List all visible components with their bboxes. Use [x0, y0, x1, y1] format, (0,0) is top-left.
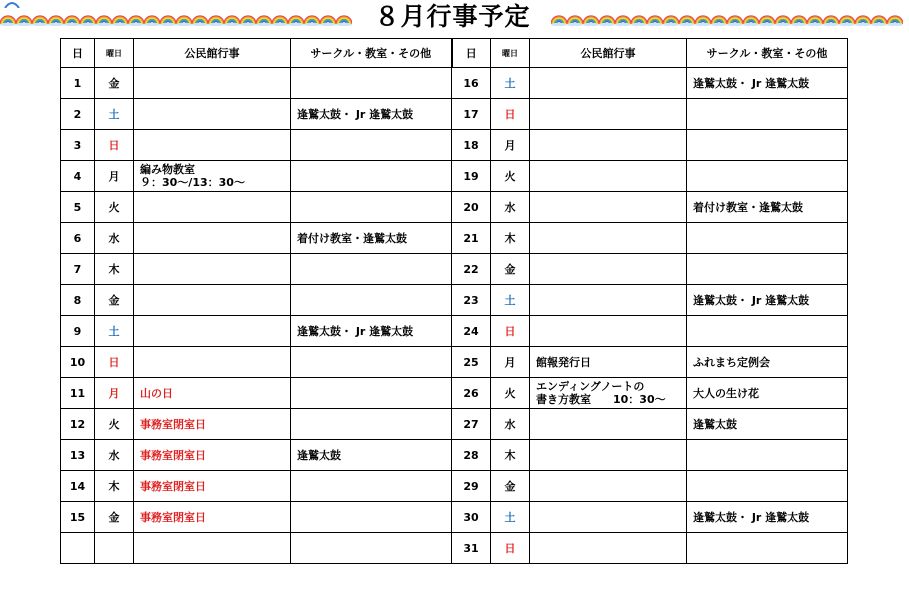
- table-row: [61, 68, 848, 99]
- kominkan-event: [530, 285, 687, 316]
- circle-event: [291, 409, 452, 440]
- day-number: 10: [61, 347, 95, 378]
- header-day: 日: [452, 39, 491, 68]
- rainbow-border-left: [0, 10, 352, 26]
- kominkan-event-line1: エンディングノートの: [536, 380, 645, 393]
- day-number: 20: [452, 192, 491, 223]
- day-number: 13: [61, 440, 95, 471]
- day-number: 16: [452, 68, 491, 99]
- day-number: 2: [61, 99, 95, 130]
- circle-event: [291, 285, 452, 316]
- circle-event: 逢鷲太鼓・ Jr 逢鷲太鼓: [291, 99, 452, 130]
- kominkan-event: [134, 347, 291, 378]
- circle-event: [687, 161, 848, 192]
- day-number: 5: [61, 192, 95, 223]
- kominkan-event: [134, 223, 291, 254]
- kominkan-event: [134, 130, 291, 161]
- circle-event: 大人の生け花: [687, 378, 848, 409]
- kominkan-event: 山の日: [134, 378, 291, 409]
- circle-event: 着付け教室・逢鷲太鼓: [291, 223, 452, 254]
- day-of-week: 火: [491, 161, 530, 192]
- circle-event: 逢鷲太鼓: [687, 409, 848, 440]
- kominkan-event: [530, 68, 687, 99]
- schedule-body: [61, 68, 848, 564]
- table-row: [61, 161, 848, 192]
- kominkan-event: [530, 471, 687, 502]
- table-row: [61, 533, 848, 564]
- page-header: [0, 0, 909, 40]
- day-of-week: 火: [491, 378, 530, 409]
- header-kominkan: 公民館行事: [134, 39, 291, 68]
- circle-event: [291, 192, 452, 223]
- circle-event: [687, 440, 848, 471]
- circle-event: 逢鷲太鼓・ Jr 逢鷲太鼓: [687, 285, 848, 316]
- rainbow-fragment-icon: [4, 0, 20, 8]
- day-of-week: 月: [95, 378, 134, 409]
- circle-event: [291, 254, 452, 285]
- table-row: [61, 99, 848, 130]
- day-of-week: 日: [95, 347, 134, 378]
- circle-event: [687, 316, 848, 347]
- kominkan-event: [530, 316, 687, 347]
- day-of-week: 水: [95, 440, 134, 471]
- kominkan-event: 事務室閉室日: [134, 471, 291, 502]
- day-of-week: 日: [491, 533, 530, 564]
- day-number: 7: [61, 254, 95, 285]
- kominkan-event: 事務室閉室日: [134, 409, 291, 440]
- circle-event: [687, 254, 848, 285]
- day-of-week: [95, 533, 134, 564]
- day-number: 29: [452, 471, 491, 502]
- circle-event: 逢鷲太鼓・ Jr 逢鷲太鼓: [687, 68, 848, 99]
- circle-event: 逢鷲太鼓: [291, 440, 452, 471]
- kominkan-event: [134, 285, 291, 316]
- day-of-week: 日: [491, 99, 530, 130]
- kominkan-event: [134, 316, 291, 347]
- day-number: [61, 533, 95, 564]
- day-number: 17: [452, 99, 491, 130]
- kominkan-event: [530, 161, 687, 192]
- page-title: ８月行事予定: [374, 2, 531, 31]
- kominkan-event: [530, 440, 687, 471]
- day-of-week: 水: [491, 192, 530, 223]
- day-of-week: 水: [95, 223, 134, 254]
- table-row: [61, 192, 848, 223]
- day-number: 31: [452, 533, 491, 564]
- kominkan-event: [530, 223, 687, 254]
- kominkan-event: [530, 99, 687, 130]
- kominkan-event: [530, 502, 687, 533]
- kominkan-event: [530, 409, 687, 440]
- day-of-week: 金: [95, 285, 134, 316]
- circle-event: [291, 533, 452, 564]
- day-of-week: 金: [95, 68, 134, 99]
- day-number: 18: [452, 130, 491, 161]
- table-header-row: [61, 39, 848, 68]
- day-of-week: 日: [95, 130, 134, 161]
- day-number: 23: [452, 285, 491, 316]
- day-of-week: 火: [95, 409, 134, 440]
- kominkan-event: 事務室閉室日: [134, 502, 291, 533]
- kominkan-event-line1: 編み物教室: [140, 163, 195, 176]
- kominkan-event: [530, 130, 687, 161]
- day-number: 15: [61, 502, 95, 533]
- day-of-week: 土: [95, 99, 134, 130]
- kominkan-event: [134, 254, 291, 285]
- kominkan-event: 館報発行日: [530, 347, 687, 378]
- kominkan-event: 事務室閉室日: [134, 440, 291, 471]
- table-row: [61, 502, 848, 533]
- circle-event: [291, 471, 452, 502]
- table-row: [61, 440, 848, 471]
- day-number: 27: [452, 409, 491, 440]
- day-number: 14: [61, 471, 95, 502]
- day-number: 24: [452, 316, 491, 347]
- table-row: [61, 285, 848, 316]
- circle-event: 着付け教室・逢鷲太鼓: [687, 192, 848, 223]
- day-number: 11: [61, 378, 95, 409]
- table-row: [61, 223, 848, 254]
- day-number: 3: [61, 130, 95, 161]
- day-of-week: 月: [95, 161, 134, 192]
- circle-event: [291, 161, 452, 192]
- day-of-week: 土: [491, 502, 530, 533]
- circle-event: [291, 502, 452, 533]
- day-number: 9: [61, 316, 95, 347]
- table-row: [61, 471, 848, 502]
- day-of-week: 木: [95, 471, 134, 502]
- day-number: 26: [452, 378, 491, 409]
- circle-event: 逢鷲太鼓・ Jr 逢鷲太鼓: [291, 316, 452, 347]
- table-row: [61, 254, 848, 285]
- day-number: 22: [452, 254, 491, 285]
- schedule-table: [60, 38, 848, 564]
- table-row: [61, 409, 848, 440]
- kominkan-event: [134, 192, 291, 223]
- day-of-week: 土: [491, 285, 530, 316]
- circle-event: ふれまち定例会: [687, 347, 848, 378]
- circle-event: [687, 533, 848, 564]
- table-row: [61, 347, 848, 378]
- table-row: [61, 130, 848, 161]
- circle-event: [687, 223, 848, 254]
- kominkan-event: [530, 378, 687, 409]
- header-day: 日: [61, 39, 95, 68]
- day-of-week: 金: [95, 502, 134, 533]
- header-dow: 曜日: [491, 39, 530, 68]
- day-number: 28: [452, 440, 491, 471]
- day-of-week: 木: [491, 440, 530, 471]
- day-number: 1: [61, 68, 95, 99]
- day-number: 8: [61, 285, 95, 316]
- kominkan-event: [134, 533, 291, 564]
- day-of-week: 月: [491, 130, 530, 161]
- circle-event: 逢鷲太鼓・ Jr 逢鷲太鼓: [687, 502, 848, 533]
- kominkan-event: [530, 533, 687, 564]
- day-of-week: 日: [491, 316, 530, 347]
- circle-event: [291, 130, 452, 161]
- day-of-week: 木: [95, 254, 134, 285]
- day-number: 19: [452, 161, 491, 192]
- kominkan-event: [134, 99, 291, 130]
- day-of-week: 火: [95, 192, 134, 223]
- day-number: 30: [452, 502, 491, 533]
- day-number: 25: [452, 347, 491, 378]
- kominkan-event: [134, 68, 291, 99]
- circle-event: [687, 130, 848, 161]
- kominkan-event-line2: 書き方教室 10：30～: [536, 393, 666, 406]
- day-of-week: 金: [491, 471, 530, 502]
- kominkan-event: [530, 192, 687, 223]
- kominkan-event: [530, 254, 687, 285]
- day-of-week: 金: [491, 254, 530, 285]
- kominkan-event: [134, 161, 291, 192]
- circle-event: [291, 347, 452, 378]
- circle-event: [291, 68, 452, 99]
- day-number: 12: [61, 409, 95, 440]
- header-circle: サークル・教室・その他: [291, 39, 452, 68]
- rainbow-border-right: [551, 10, 903, 26]
- circle-event: [687, 471, 848, 502]
- circle-event: [687, 99, 848, 130]
- circle-event: [291, 378, 452, 409]
- day-of-week: 木: [491, 223, 530, 254]
- day-of-week: 土: [95, 316, 134, 347]
- day-number: 6: [61, 223, 95, 254]
- day-number: 21: [452, 223, 491, 254]
- header-circle: サークル・教室・その他: [687, 39, 848, 68]
- table-row: [61, 378, 848, 409]
- day-of-week: 水: [491, 409, 530, 440]
- header-kominkan: 公民館行事: [530, 39, 687, 68]
- table-row: [61, 316, 848, 347]
- day-number: 4: [61, 161, 95, 192]
- kominkan-event-line2: ９：30～/13：30～: [140, 176, 245, 189]
- day-of-week: 月: [491, 347, 530, 378]
- day-of-week: 土: [491, 68, 530, 99]
- header-dow: 曜日: [95, 39, 134, 68]
